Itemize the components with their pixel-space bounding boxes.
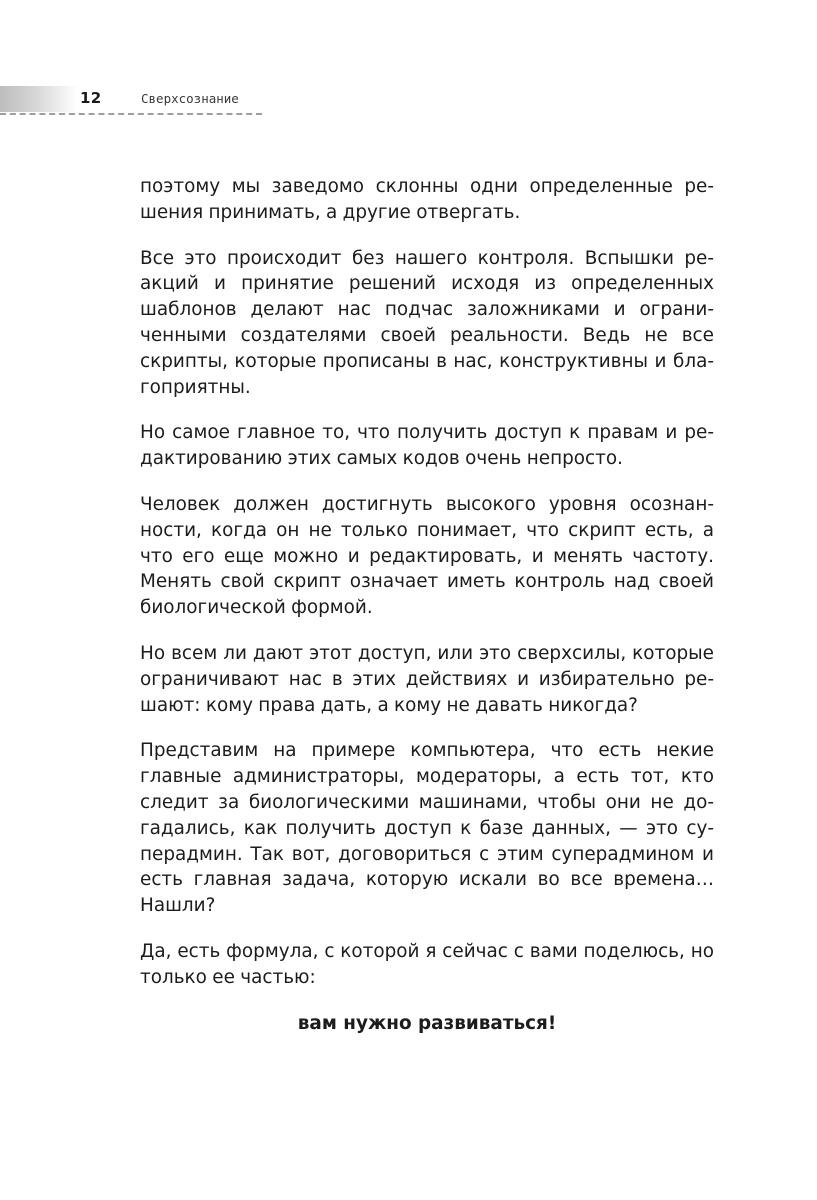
paragraph-7: Да, есть формула, с которой я сейчас с вами поделюсь, но только ее частью: xyxy=(140,940,714,988)
paragraph-6: Представим на примере компьютера, что есть некие главные администраторы, модераторы, а есть тот, кто следит за биологическими машинами, чтобы они не догадались, как получить доступ к базе данных, — это суперадмин. Так вот, договориться с этим суперадмином и есть главная задача, которую искали во все времена… Нашли? xyxy=(140,740,714,917)
header-gradient-bar xyxy=(0,86,78,112)
paragraph-3: Но самое главное то, что получить доступ к правам и редактированию этих самых кодов очень непросто. xyxy=(140,422,714,470)
page-body xyxy=(140,174,714,1036)
page-number: 12 xyxy=(80,89,102,107)
paragraph-1: поэтому мы заведомо склонны одни определенные решения принимать, а другие отвергать. xyxy=(140,176,714,223)
paragraph-5: Но всем ли дают этот доступ, или это сверхсилы, которые ограничивают нас в этих действиях и избирательно решают: кому права дать, а кому не давать никогда? xyxy=(140,642,714,716)
header-dashed-rule xyxy=(0,113,262,115)
paragraph-2: Все это происходит без нашего контроля. Вспышки реакций и принятие решений исходя из определенных шаблонов делают нас подчас заложниками и ограниченными создателями своей реальности. Ведь не все скрипты, которые прописаны в нас, конструктивны и благоприятны. xyxy=(140,247,714,398)
running-title: Сверхсознание xyxy=(141,91,239,106)
paragraph-4: Человек должен достигнуть высокого уровня осознанности, когда он не только понимает, что скрипт есть, а что его еще можно и редактировать, и менять частоту. Менять свой скрипт означает иметь контроль над своей биологической формой. xyxy=(140,493,714,619)
conclusion-bold-line: вам нужно развиваться! xyxy=(297,1012,557,1034)
page-header xyxy=(0,86,262,114)
